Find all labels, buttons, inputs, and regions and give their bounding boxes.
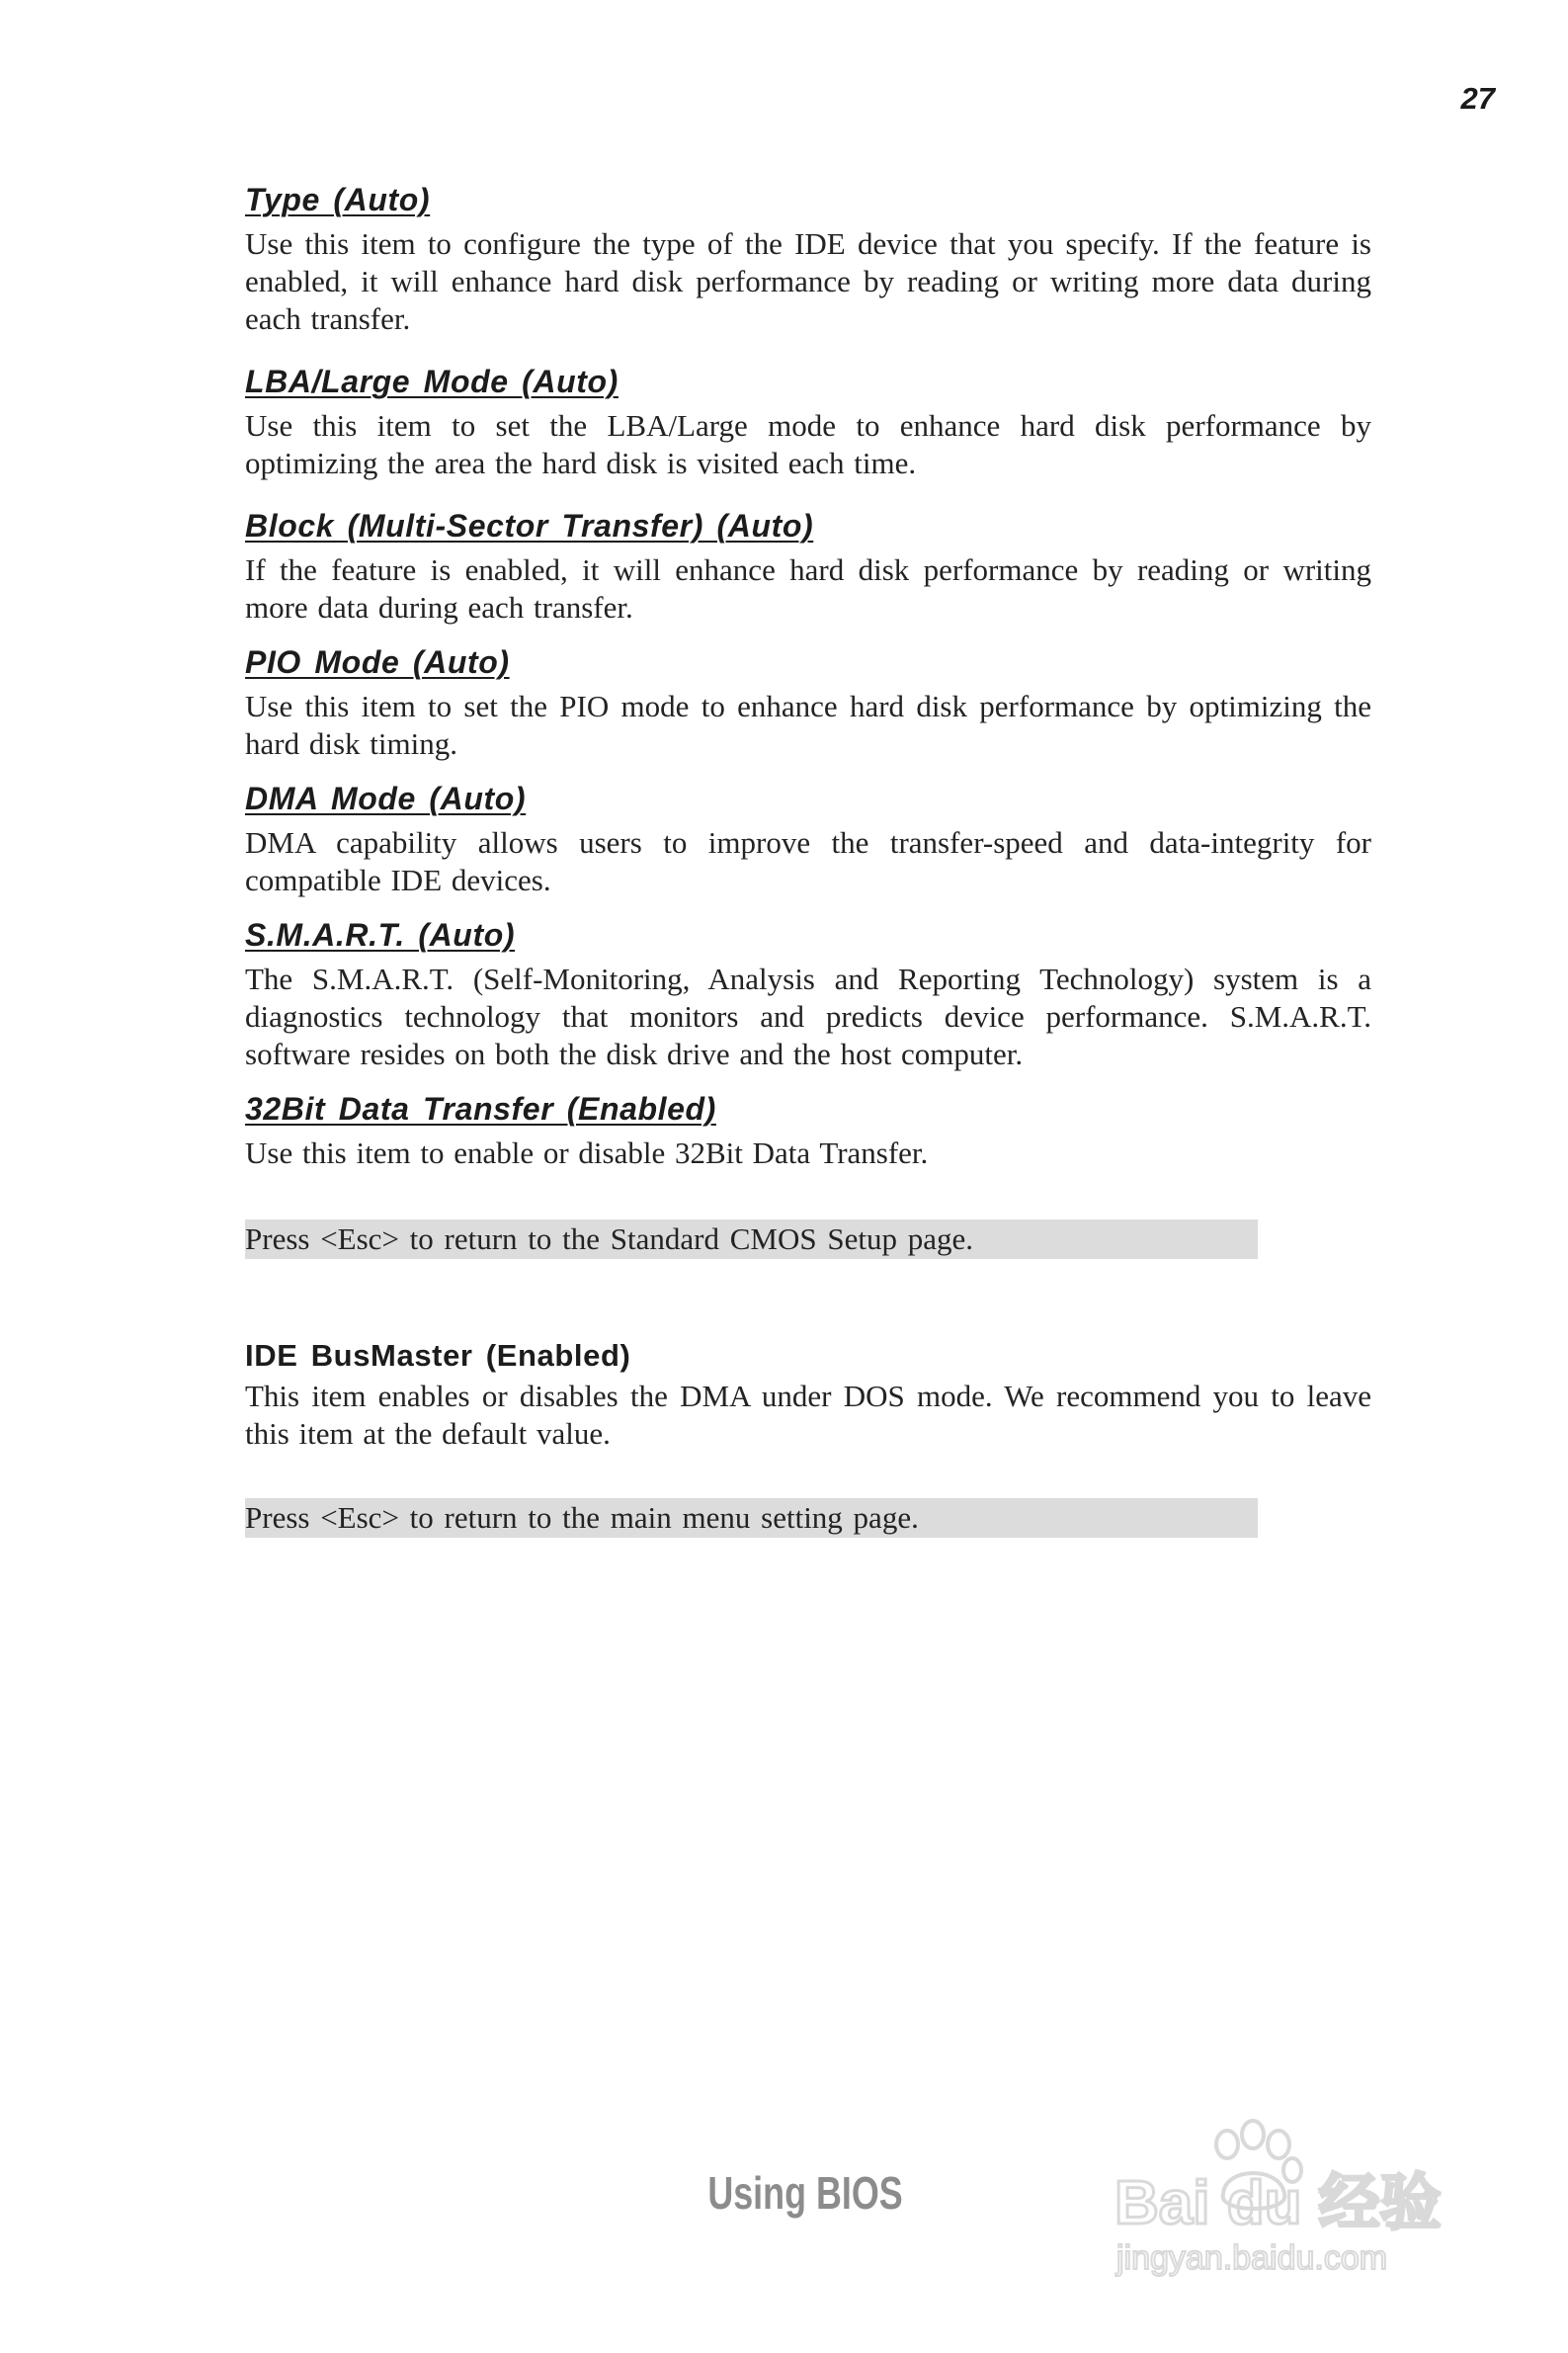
footer-title: Using BIOS <box>707 2167 903 2219</box>
section-heading: 32Bit Data Transfer (Enabled) <box>245 1091 716 1127</box>
section-body: DMA capability allows users to improve the transfer-speed and data-integrity for compatible IDE devices. <box>245 825 1371 897</box>
note-return-main-menu: Press <Esc> to return to the main menu setting page. <box>245 1498 1258 1538</box>
section-heading: S.M.A.R.T. (Auto) <box>245 917 516 953</box>
section-body: Use this item to set the LBA/Large mode to enhance hard disk performance by optimizing the area the hard disk is visited each time. <box>245 408 1371 480</box>
section-heading: LBA/Large Mode (Auto) <box>245 364 619 399</box>
section-block-transfer <box>245 504 1371 627</box>
baidu-watermark <box>1107 2105 1482 2283</box>
section-pio-mode <box>245 640 1371 763</box>
section-body: The S.M.A.R.T. (Self-Monitoring, Analysis and Reporting Technology) system is a diagnostics technology that monitors and predicts device performance. S.M.A.R.T. software resides on both the disk drive and the host computer. <box>245 962 1371 1071</box>
section-ide-busmaster <box>245 1334 1371 1453</box>
section-body: If the feature is enabled, it will enhance hard disk performance by reading or writing more data during each transfer. <box>245 552 1371 625</box>
section-body: Use this item to configure the type of the IDE device that you specify. If the feature is enabled, it will enhance hard disk performance by reading or writing more data during each transfer. <box>245 226 1371 336</box>
section-body: Use this item to set the PIO mode to enhance hard disk performance by optimizing the hard disk timing. <box>245 689 1371 761</box>
document-content <box>245 178 1371 1538</box>
note-return-cmos: Press <Esc> to return to the Standard CMOS Setup page. <box>245 1219 1258 1259</box>
watermark-url: jingyan.baidu.com <box>1116 2239 1388 2277</box>
section-body: Use this item to enable or disable 32Bit Data Transfer. <box>245 1135 929 1170</box>
section-dma-mode <box>245 777 1371 899</box>
section-heading: IDE BusMaster (Enabled) <box>245 1338 631 1373</box>
watermark-brand: Bai du 经验 <box>1114 2169 1442 2237</box>
section-smart <box>245 913 1371 1073</box>
page-number: 27 <box>1460 81 1495 116</box>
section-32bit-transfer <box>245 1087 1371 1172</box>
section-type <box>245 178 1371 338</box>
section-heading: Block (Multi-Sector Transfer) (Auto) <box>245 508 814 544</box>
section-heading: DMA Mode (Auto) <box>245 781 527 816</box>
section-lba-large-mode <box>245 360 1371 482</box>
section-heading: PIO Mode (Auto) <box>245 644 510 680</box>
section-heading: Type (Auto) <box>245 182 431 217</box>
section-body: This item enables or disables the DMA under DOS mode. We recommend you to leave this item at the default value. <box>245 1379 1371 1451</box>
